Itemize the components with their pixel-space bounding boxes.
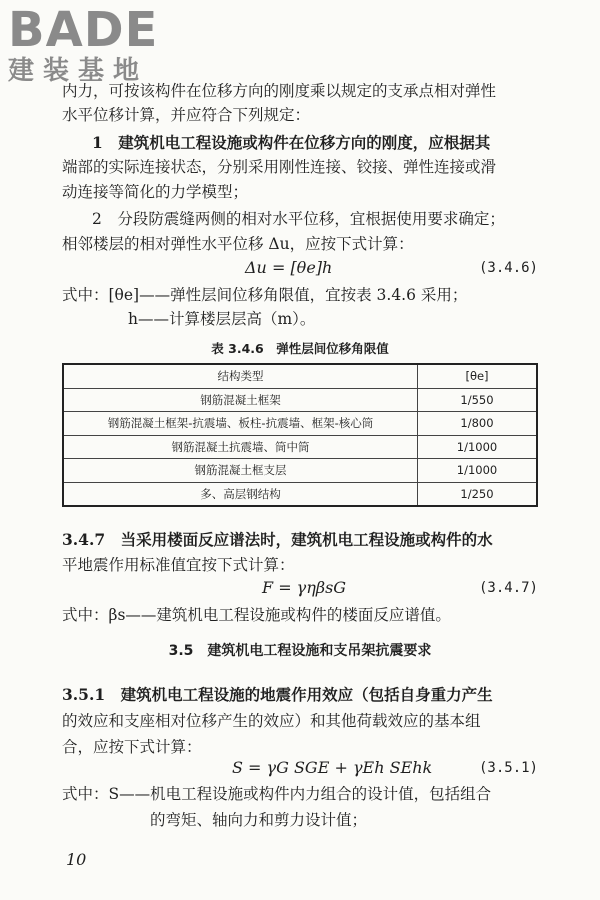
formula-3-4-6: Δu = [θe]h [245,258,333,277]
text-line: 的效应和支座相对位移产生的效应）和其他荷载效应的基本组 [62,712,481,730]
formula-3-5-1: S = γG SGE + γEh SEhk [232,758,433,777]
table-row [63,412,537,436]
table-header-cell: [θe] [418,364,538,388]
logo-subtitle: 建装基地 [8,56,149,86]
equation-number: (3.4.7) [478,580,538,596]
table-row [63,482,537,506]
table-row [63,435,537,459]
table-cell: 1/250 [418,482,538,506]
table-cell: 1/800 [418,412,538,436]
equation-number: (3.5.1) [478,760,538,776]
table-cell: 钢筋混凝土框架 [63,388,418,412]
table-header-row [63,364,537,388]
table-row [63,459,537,483]
text-line: 内力，可按该构件在位移方向的刚度乘以规定的支承点相对弹性 [62,82,497,100]
table-cell: 1/550 [418,388,538,412]
table-cell: 1/1000 [418,435,538,459]
table-cell: 多、高层钢结构 [63,482,418,506]
formula-3-4-7: F = γηβsG [262,578,347,597]
table-header-cell: 结构类型 [63,364,418,388]
table-cell: 1/1000 [418,459,538,483]
text-line: 相邻楼层的相对弹性水平位移 Δu，应按下式计算： [62,235,414,253]
page-number: 10 [66,850,87,869]
text-line: 动连接等简化的力学模型； [62,183,249,201]
clause-2-line: 2 分段防震缝两侧的相对水平位移，宜根据使用要求确定； [92,210,505,228]
definition-line: 式中：βs——建筑机电工程设施或构件的楼面反应谱值。 [62,606,451,624]
clause-3-4-7-line: 3.4.7 当采用楼面反应谱法时，建筑机电工程设施或构件的水 [62,530,493,549]
equation-number: (3.4.6) [478,260,538,276]
definition-line: h——计算楼层层高（m）。 [128,310,316,328]
table-title: 表 3.4.6 弹性层间位移角限值 [211,341,389,356]
text-line: 平地震作用标准值宜按下式计算： [62,556,295,574]
section-heading: 3.5 建筑机电工程设施和支吊架抗震要求 [168,643,432,659]
clause-1-line: 1 建筑机电工程设施或构件在位移方向的刚度，应根据其 [92,133,491,152]
definition-line: 的弯矩、轴向力和剪力设计值； [150,811,368,829]
text-line: 合，应按下式计算： [62,738,202,756]
table-row [63,388,537,412]
table-cell: 钢筋混凝土框支层 [63,459,418,483]
definition-line: 式中：S——机电工程设施或构件内力组合的设计值，包括组合 [62,785,492,803]
logo-wordmark: BADE [8,2,159,58]
table-cell: 钢筋混凝土抗震墙、筒中筒 [63,435,418,459]
definition-line: 式中：[θe]——弹性层间位移角限值，宜按表 3.4.6 采用； [62,286,468,304]
text-line: 端部的实际连接状态，分别采用刚性连接、铰接、弹性连接或滑 [62,158,497,176]
text-line: 水平位移计算，并应符合下列规定： [62,106,311,124]
table-cell: 钢筋混凝土框架-抗震墙、板柱-抗震墙、框架-核心筒 [63,412,418,436]
clause-3-5-1-line: 3.5.1 建筑机电工程设施的地震作用效应（包括自身重力产生 [62,685,493,704]
drift-limit-table [62,363,538,507]
